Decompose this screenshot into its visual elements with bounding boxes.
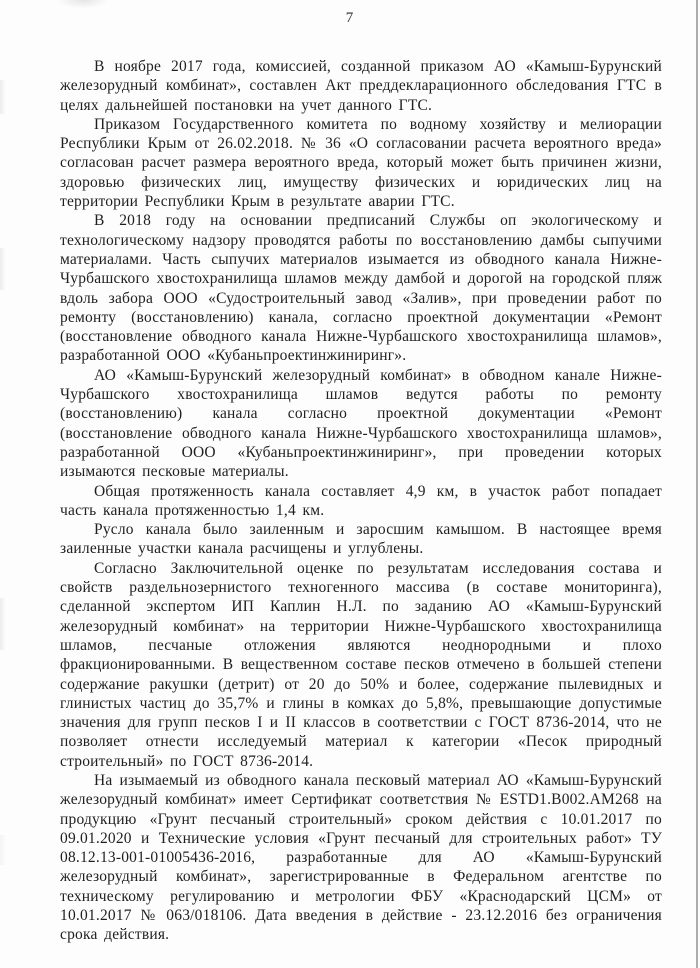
paragraph-sand-composition-assessment: Согласно Заключительной оценке по результатам исследования состава и свойств раздельнозернистого техногенного массива (в составе мониторинга), сделанной экспертом ИП Каплин Н.Л. по заданию АО «Камыш-Бурунский железорудный комбинат» на территории Нижне-Чурбашского хвостохранилища шламов, песчаные отложения являются неоднородными и плохо фракционированными. В вещественном составе песков отмечено в большей степени содержание ракушки (детрит) от 20 до 50% и более, содержание пылевидных и глинистых частиц до 35,7% и глины в комках до 5,8%, превышающие допустимые значения для групп песков I и II классов в соответствии с ГОСТ 8736-2014, что не позволяет отнести исследуемый материал к категории «Песок природный строительный» по ГОСТ 8736-2014. bbox=[60, 559, 662, 770]
paragraph-act-predeclaration: В ноябре 2017 года, комиссией, созданной приказом АО «Камыш-Бурунский железорудный комбинат», составлен Акт преддекларационного обследования ГТС в целях дальнейшей постановки на учет данного ГТС. bbox=[60, 58, 662, 114]
paragraph-canal-length: Общая протяженность канала составляет 4,9 км, в участок работ попадает часть канала протяженностью 1,4 км. bbox=[60, 482, 662, 519]
paragraph-certificate-of-conformity: На изымаемый из обводного канала песковый материал АО «Камыш-Бурунский железорудный комбинат» имеет Сертификат соответствия № ESTD1.B002.AM268 на продукцию «Грунт песчаный строительный» сроком действия с 10.01.2017 по 09.01.2020 и Технические условия «Грунт песчаный для строительных работ» ТУ 08.12.13-001-01005436-2016, разработанные для АО «Камыш-Бурунский железорудный комбинат», зарегистрированные в Федеральном агентстве по техническому регулированию и метрологии ФБУ «Краснодарский ЦСМ» от 10.01.2017 № 063/018106. Дата введения в действие - 23.12.2016 без ограничения срока действия. bbox=[60, 771, 662, 944]
scan-edge-streak bbox=[0, 248, 6, 290]
scan-edge-streak bbox=[0, 598, 6, 650]
page-number: 7 bbox=[345, 10, 355, 26]
paragraph-order-water-committee: Приказом Государственного комитета по водному хозяйству и мелиорации Республики Крым от 26.02.2018. № 36 «О согласовании расчета вероятного вреда» согласован расчет размера вероятного вреда, который может быть причинен жизни, здоровью физических лиц, имуществу физических и юридических лиц на территории Республики Крым в результате аварии ГТС. bbox=[60, 115, 662, 211]
paragraph-canal-bed-condition: Русло канала было заиленным и заросшим камышом. В настоящее время заиленные участки канала расчищены и углублены. bbox=[60, 521, 662, 558]
scan-smudge-artifact bbox=[58, 0, 108, 8]
scan-edge-streak bbox=[0, 80, 6, 114]
scan-edge-line bbox=[696, 0, 698, 968]
paragraph-2018-dam-restoration: В 2018 году на основании предписаний Службы оп экологическому и технологическому надзору проводятся работы по восстановлению дамбы сыпучими материалами. Часть сыпучих материалов изымается из обводного канала Нижне-Чурбашского хвостохранилища шламов между дамбой и дорогой на городской пляж вдоль забора ООО «Судостроительный завод «Залив», при проведении работ по ремонту (восстановлению) канала, согласно проектной документации «Ремонт (восстановление обводного канала Нижне-Чурбашского хвостохранилища шламов», разработанной ООО «Кубаньпроектинжиниринг». bbox=[60, 212, 662, 365]
document-body bbox=[60, 57, 662, 945]
paragraph-canal-repair-works: АО «Камыш-Бурунский железорудный комбинат» в обводном канале Нижне-Чурбашского хвостохранилища шламов ведутся работы по ремонту (восстановлению) канала согласно проектной документации «Ремонт (восстановление обводного канала Нижне-Чурбашского хвостохранилища шламов», разработанной ООО «Кубаньпроектинжиниринг», при проведении которых изымаются песковые материалы. bbox=[60, 366, 662, 481]
scan-edge-streak bbox=[0, 835, 6, 865]
